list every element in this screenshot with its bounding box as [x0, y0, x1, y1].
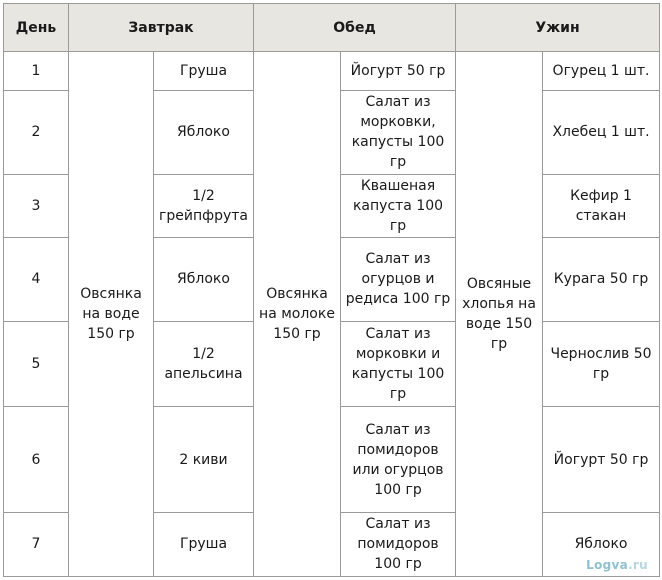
- day-cell: 5: [4, 322, 69, 407]
- lunch-extra-cell: Йогурт 50 гр: [341, 52, 456, 91]
- header-row: [4, 4, 660, 52]
- header-day: День: [4, 4, 69, 52]
- lunch-extra-cell: Квашеная капуста 100 гр: [341, 174, 456, 237]
- header-lunch: Обед: [254, 4, 456, 52]
- table-row: [4, 52, 660, 91]
- breakfast-extra-cell: Яблоко: [154, 237, 254, 321]
- day-cell: 3: [4, 174, 69, 237]
- dinner-extra-cell: Кефир 1 стакан: [543, 174, 660, 237]
- lunch-extra-cell: Салат из морковки и капусты 100 гр: [341, 322, 456, 407]
- dinner-extra-cell: Огурец 1 шт.: [543, 52, 660, 91]
- dinner-extra-cell: Чернослив 50 гр: [543, 322, 660, 407]
- day-cell: 4: [4, 237, 69, 321]
- lunch-main-cell: Овсянка на молоке 150 гр: [254, 52, 341, 577]
- lunch-extra-cell: Салат из огурцов и редиса 100 гр: [341, 237, 456, 321]
- breakfast-main-cell: Овсянка на воде 150 гр: [69, 52, 154, 577]
- day-cell: 1: [4, 52, 69, 91]
- dinner-extra-cell: Хлебец 1 шт.: [543, 90, 660, 174]
- site-watermark: [586, 558, 648, 572]
- dinner-extra-cell: Йогурт 50 гр: [543, 407, 660, 513]
- header-dinner: Ужин: [456, 4, 660, 52]
- breakfast-extra-cell: 1/2 апельсина: [154, 322, 254, 407]
- lunch-extra-cell: Салат из морковки, капусты 100 гр: [341, 90, 456, 174]
- watermark-name: Logva: [586, 558, 629, 572]
- diet-table: [3, 3, 660, 577]
- day-cell: 7: [4, 512, 69, 576]
- dinner-main-cell: Овсяные хлопья на воде 150 гр: [456, 52, 543, 577]
- breakfast-extra-cell: Яблоко: [154, 90, 254, 174]
- lunch-extra-cell: Салат из помидоров 100 гр: [341, 512, 456, 576]
- day-cell: 2: [4, 90, 69, 174]
- breakfast-extra-cell: 2 киви: [154, 407, 254, 513]
- day-cell: 6: [4, 407, 69, 513]
- breakfast-extra-cell: 1/2 грейпфрута: [154, 174, 254, 237]
- watermark-domain: .ru: [628, 558, 648, 572]
- lunch-extra-cell: Салат из помидоров или огурцов 100 гр: [341, 407, 456, 513]
- dinner-extra-cell: Яблоко: [543, 512, 660, 576]
- header-breakfast: Завтрак: [69, 4, 254, 52]
- dinner-extra-cell: Курага 50 гр: [543, 237, 660, 321]
- breakfast-extra-cell: Груша: [154, 52, 254, 91]
- breakfast-extra-cell: Груша: [154, 512, 254, 576]
